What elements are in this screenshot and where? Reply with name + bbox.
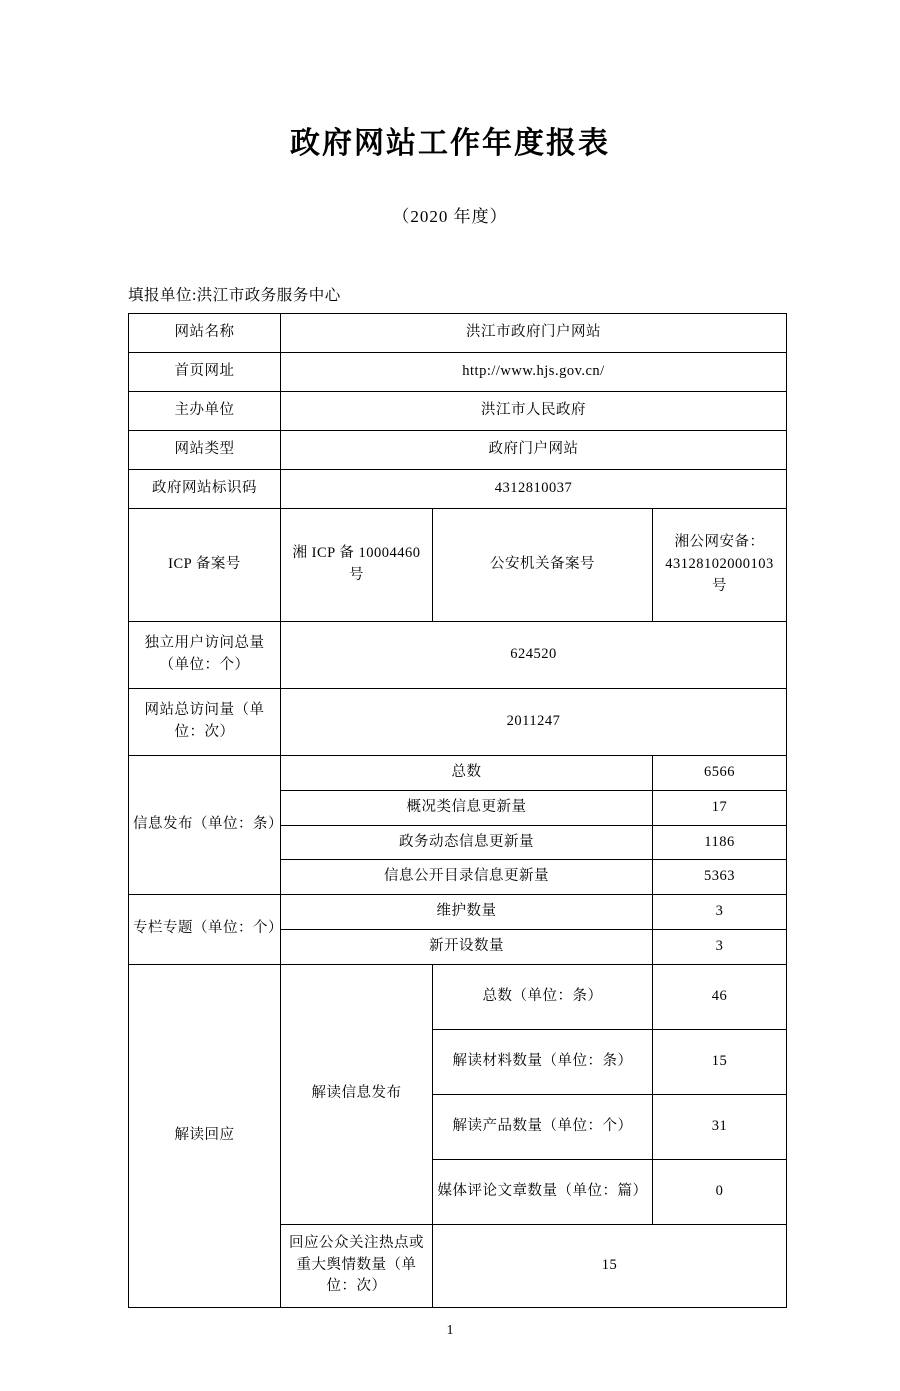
table-row	[129, 964, 787, 1029]
sponsor-label: 主办单位	[129, 392, 281, 431]
sponsor-value: 洪江市人民政府	[281, 392, 787, 431]
table-row	[129, 314, 787, 353]
interpret-item-value: 46	[653, 964, 787, 1029]
icp-label: ICP 备案号	[129, 509, 281, 622]
info-publish-item-name: 政务动态信息更新量	[281, 825, 653, 860]
page-subtitle: （2020 年度）	[392, 207, 508, 226]
police-record-label: 公安机关备案号	[433, 509, 653, 622]
interpret-publish-label: 解读信息发布	[281, 964, 433, 1224]
interpret-item-name: 总数（单位：条）	[433, 964, 653, 1029]
police-record-value: 湘公网安备：43128102000103 号	[653, 509, 787, 622]
homepage-value: http://www.hjs.gov.cn/	[281, 353, 787, 392]
column-topic-item-value: 3	[653, 929, 787, 964]
column-topic-label: 专栏专题（单位：个）	[129, 895, 281, 965]
icp-value: 湘 ICP 备 10004460 号	[281, 509, 433, 622]
unique-visitors-value: 624520	[281, 622, 787, 689]
table-row	[129, 353, 787, 392]
table-row	[129, 622, 787, 689]
unique-visitors-label: 独立用户访问总量（单位：个）	[129, 622, 281, 689]
info-publish-item-value: 17	[653, 790, 787, 825]
column-topic-item-name: 新开设数量	[281, 929, 653, 964]
site-code-value: 4312810037	[281, 470, 787, 509]
interpret-item-name: 解读产品数量（单位：个）	[433, 1094, 653, 1159]
reporting-unit: 填报单位:洪江市政务服务中心	[128, 287, 341, 304]
page-number: 1	[446, 1323, 454, 1338]
table-row	[129, 509, 787, 622]
total-visits-value: 2011247	[281, 689, 787, 756]
info-publish-item-name: 信息公开目录信息更新量	[281, 860, 653, 895]
column-topic-item-value: 3	[653, 895, 787, 930]
homepage-label: 首页网址	[129, 353, 281, 392]
interpret-response-label: 解读回应	[129, 964, 281, 1307]
site-code-label: 政府网站标识码	[129, 470, 281, 509]
interpret-item-name: 解读材料数量（单位：条）	[433, 1029, 653, 1094]
info-publish-item-value: 1186	[653, 825, 787, 860]
table-row	[129, 431, 787, 470]
info-publish-item-value: 6566	[653, 756, 787, 791]
table-row	[129, 689, 787, 756]
annual-report-table	[128, 313, 787, 1308]
info-publish-item-value: 5363	[653, 860, 787, 895]
info-publish-item-name: 总数	[281, 756, 653, 791]
interpret-item-value: 31	[653, 1094, 787, 1159]
interpret-item-name: 媒体评论文章数量（单位：篇）	[433, 1159, 653, 1224]
interpret-item-value: 15	[653, 1029, 787, 1094]
response-hotspot-value: 15	[433, 1224, 787, 1307]
interpret-item-value: 0	[653, 1159, 787, 1224]
table-row	[129, 756, 787, 791]
document-page	[0, 118, 900, 1391]
total-visits-label: 网站总访问量（单位：次）	[129, 689, 281, 756]
response-hotspot-label: 回应公众关注热点或重大舆情数量（单位：次）	[281, 1224, 433, 1307]
site-name-value: 洪江市政府门户网站	[281, 314, 787, 353]
table-row	[129, 392, 787, 431]
column-topic-item-name: 维护数量	[281, 895, 653, 930]
page-title: 政府网站工作年度报表	[290, 126, 610, 161]
info-publish-item-name: 概况类信息更新量	[281, 790, 653, 825]
site-type-label: 网站类型	[129, 431, 281, 470]
table-row	[129, 895, 787, 930]
site-type-value: 政府门户网站	[281, 431, 787, 470]
table-row	[129, 470, 787, 509]
site-name-label: 网站名称	[129, 314, 281, 353]
info-publish-label: 信息发布（单位：条）	[129, 756, 281, 895]
